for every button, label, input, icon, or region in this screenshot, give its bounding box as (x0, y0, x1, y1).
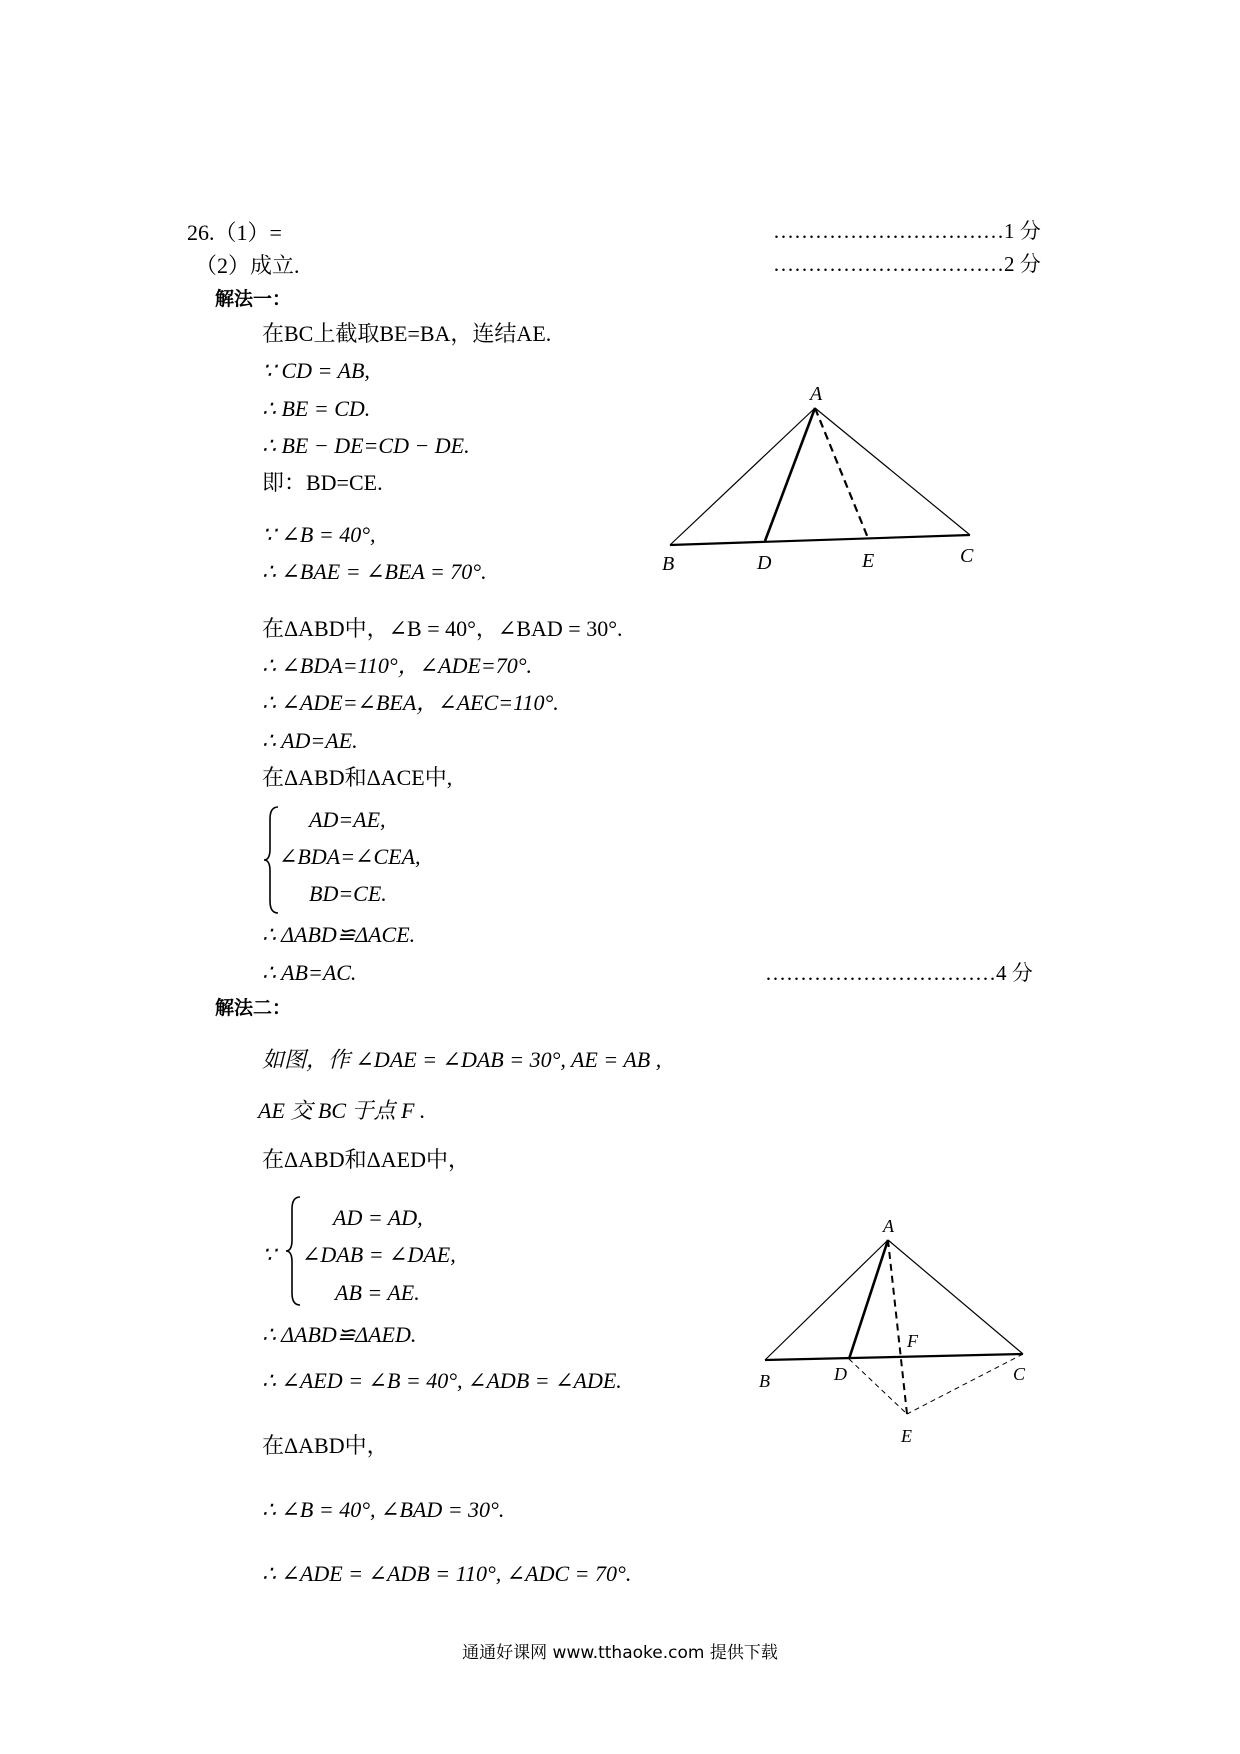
method2-line: ∴ ΔABD≌ΔAED. (262, 1322, 417, 1347)
fig2-label-C: C (1013, 1364, 1026, 1384)
method1-line: 在ΔABD和ΔACE中, (262, 765, 453, 790)
triangle-figure-1 (650, 370, 990, 580)
fig1-label-A: A (810, 383, 823, 405)
method2-line: ∴ ∠B = 40°, ∠BAD = 30°. (262, 1497, 505, 1522)
method1-line: 在BC上截取BE=BA，连结AE. (262, 321, 552, 346)
method2-line: AE 交 BC 于点 F . (258, 1098, 426, 1123)
triangle-figure-2 (755, 1210, 1055, 1460)
method1-line: ∴ AB=AC. (262, 960, 357, 985)
page-footer: 通通好课网 www.tthaoke.com 提供下载 (462, 1643, 778, 1663)
method2-system-eq3: AB = AE. (335, 1280, 420, 1305)
method1-system-eq1: AD=AE, (309, 807, 386, 832)
method1-line: ∴ BE − DE=CD − DE. (262, 433, 470, 458)
fig1-label-D: D (757, 552, 772, 574)
method2-line: ∴ ∠AED = ∠B = 40°, ∠ADB = ∠ADE. (262, 1368, 622, 1393)
method1-title: 解法一： (215, 288, 292, 310)
fig2-label-F: F (907, 1331, 918, 1351)
method2-system-eq1: AD = AD, (333, 1205, 423, 1230)
method1-system-eq2: ∠BDA=∠CEA, (279, 844, 421, 869)
method2-line: 如图，作 ∠DAE = ∠DAB = 30°, AE = AB , (262, 1047, 662, 1072)
q26-part2: （2）成立. (195, 253, 300, 278)
q26-part1-score: ……………………………1 分 (773, 219, 1041, 243)
fig1-label-C: C (960, 545, 974, 567)
fig2-label-E: E (901, 1426, 912, 1446)
method2-line: 在ΔABD和ΔAED中， (262, 1147, 470, 1172)
method1-line: ∴ BE = CD. (262, 396, 371, 421)
method1-line: ∴ ∠BDA=110°，∠ADE=70°. (262, 653, 533, 678)
method1-score: ……………………………4 分 (765, 961, 1033, 985)
left-brace-2 (284, 1195, 304, 1307)
method1-line: ∵ ∠B = 40°, (262, 522, 376, 547)
method1-line: ∵ CD = AB, (262, 358, 370, 383)
method1-line: ∴ ΔABD≌ΔACE. (262, 922, 416, 947)
method2-line: ∴ ∠ADE = ∠ADB = 110°, ∠ADC = 70°. (262, 1561, 632, 1586)
method1-line: 在ΔABD中，∠B = 40°，∠BAD = 30°. (262, 616, 623, 641)
fig2-label-A: A (883, 1216, 894, 1236)
method1-line: ∴ AD=AE. (262, 728, 358, 753)
fig2-label-D: D (834, 1364, 847, 1384)
q26-part2-score: ……………………………2 分 (773, 252, 1041, 276)
method2-title: 解法二： (215, 997, 292, 1019)
method2-line: 在ΔABD中， (262, 1433, 389, 1458)
method1-line: ∴ ∠BAE = ∠BEA = 70°. (262, 559, 487, 584)
method1-line: 即：BD=CE. (262, 470, 383, 495)
fig1-label-B: B (662, 553, 675, 575)
method1-line: ∴ ∠ADE=∠BEA，∠AEC=110°. (262, 690, 559, 715)
fig1-label-E: E (862, 550, 875, 572)
fig2-label-B: B (759, 1371, 770, 1391)
method2-system-eq2: ∠DAB = ∠DAE, (302, 1242, 456, 1267)
method1-system-eq3: BD=CE. (309, 881, 387, 906)
q26-part1: 26.（1）= (187, 220, 282, 245)
method2-because: ∵ (262, 1242, 276, 1267)
